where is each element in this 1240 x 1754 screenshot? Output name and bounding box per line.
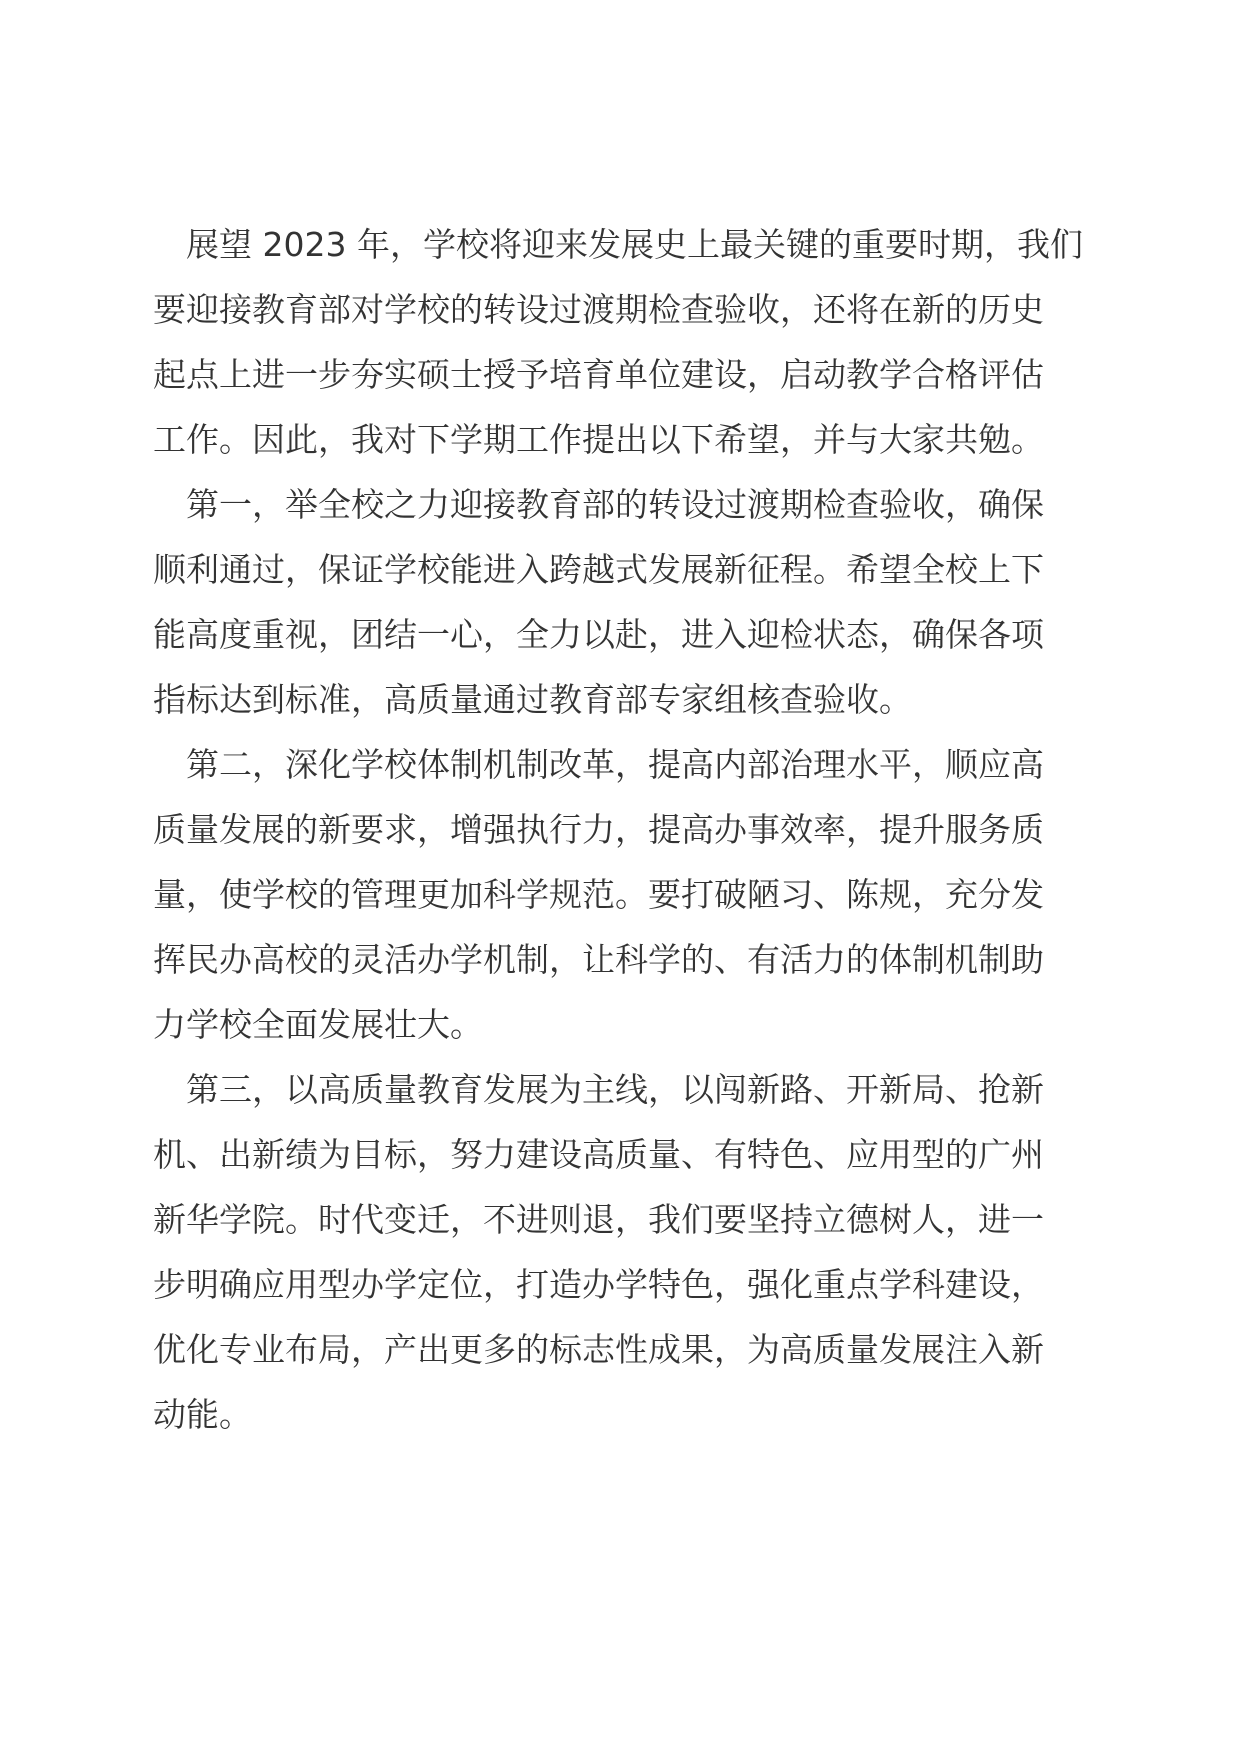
text-line: 能高度重视，团结一心，全力以赴，进入迎检状态，确保各项 bbox=[153, 615, 1044, 654]
text-line: 挥民办高校的灵活办学机制，让科学的、有活力的体制机制助 bbox=[153, 940, 1044, 979]
text-line: 力学校全面发展壮大。 bbox=[153, 1005, 483, 1044]
text-line: 展望 2023 年，学校将迎来发展史上最关键的重要时期，我们 bbox=[186, 225, 1083, 264]
paragraph-second-point bbox=[153, 732, 1063, 1057]
text-line: 优化专业布局，产出更多的标志性成果，为高质量发展注入新 bbox=[153, 1330, 1044, 1369]
text-line: 步明确应用型办学定位，打造办学特色，强化重点学科建设， bbox=[153, 1265, 1044, 1304]
text-line: 第三，以高质量教育发展为主线，以闯新路、开新局、抢新 bbox=[186, 1070, 1044, 1109]
paragraph-third-point bbox=[153, 1057, 1063, 1447]
text-line: 顺利通过，保证学校能进入跨越式发展新征程。希望全校上下 bbox=[153, 550, 1044, 589]
paragraph-first-point bbox=[153, 472, 1063, 732]
text-line: 新华学院。时代变迁，不进则退，我们要坚持立德树人，进一 bbox=[153, 1200, 1044, 1239]
text-line: 动能。 bbox=[153, 1395, 252, 1434]
text-line: 机、出新绩为目标，努力建设高质量、有特色、应用型的广州 bbox=[153, 1135, 1044, 1174]
text-line: 第二，深化学校体制机制改革，提高内部治理水平，顺应高 bbox=[186, 745, 1044, 784]
text-line: 要迎接教育部对学校的转设过渡期检查验收，还将在新的历史 bbox=[153, 290, 1044, 329]
text-line: 量，使学校的管理更加科学规范。要打破陋习、陈规，充分发 bbox=[153, 875, 1044, 914]
text-line: 质量发展的新要求，增强执行力，提高办事效率，提升服务质 bbox=[153, 810, 1044, 849]
text-line: 工作。因此，我对下学期工作提出以下希望，并与大家共勉。 bbox=[153, 420, 1044, 459]
document-body bbox=[153, 212, 1083, 1447]
text-line: 指标达到标准，高质量通过教育部专家组核查验收。 bbox=[153, 680, 912, 719]
text-line: 起点上进一步夯实硕士授予培育单位建设，启动教学合格评估 bbox=[153, 355, 1044, 394]
text-line: 第一，举全校之力迎接教育部的转设过渡期检查验收，确保 bbox=[186, 485, 1044, 524]
paragraph-outlook-2023 bbox=[153, 212, 1083, 472]
